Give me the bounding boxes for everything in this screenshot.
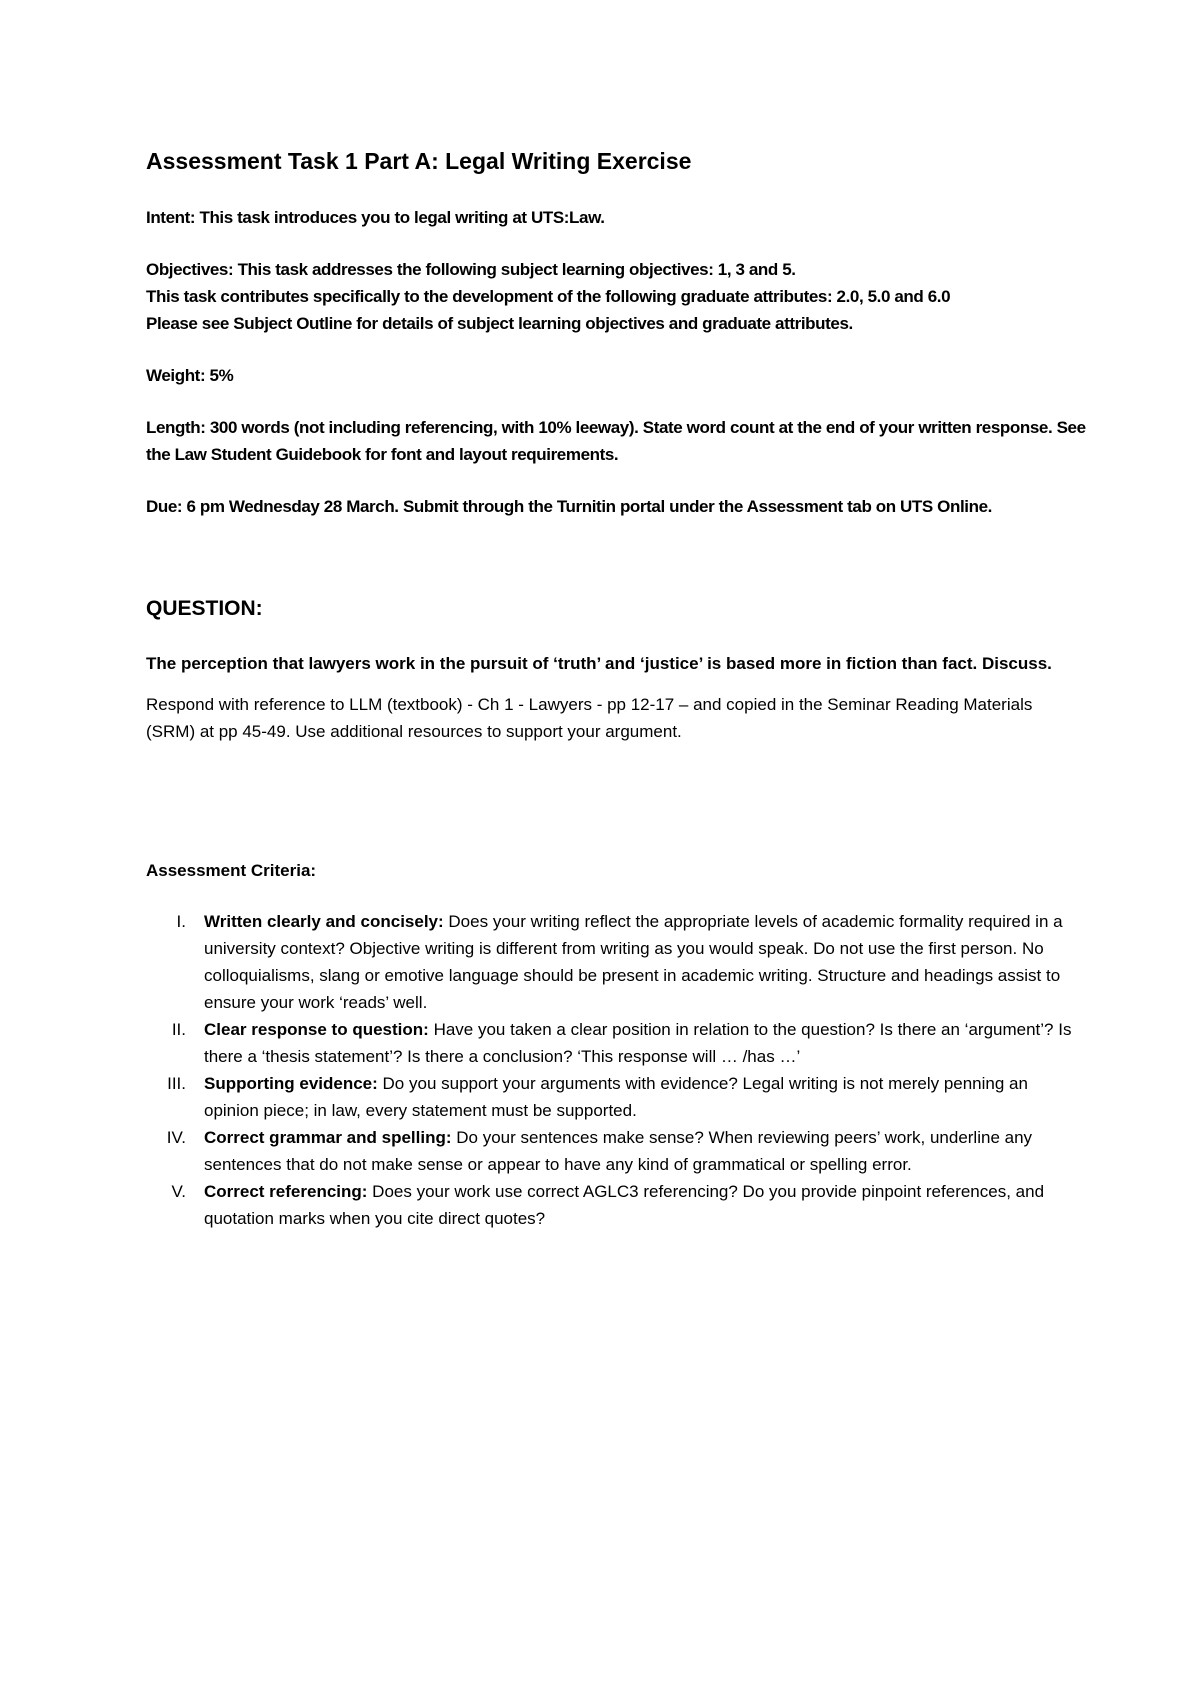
criteria-item [146,1124,1086,1178]
intent-text: This task introduces you to legal writing at UTS:Law. [199,208,605,227]
criteria-text: Does your work use correct AGLC3 referencing? Do you provide pinpoint references, and quotation marks when you cite direct quotes? [204,1182,1045,1228]
question-text: The perception that lawyers work in the pursuit of ‘truth’ and ‘justice’ is based more in fiction than fact. Discuss. [146,654,1052,673]
criteria-item [146,908,1086,1016]
respond-instructions: Respond with reference to LLM (textbook) - Ch 1 - Lawyers - pp 12-17 – and copied in the Seminar Reading Materials (SRM) at pp 45-49. Use additional resources to support your argument. [146,695,1033,741]
weight-label: Weight: [146,366,206,385]
length-label: Length: [146,418,206,437]
due-label: Due: [146,497,183,516]
criteria-item [146,1070,1086,1124]
criteria-number: III. [167,1074,186,1093]
criteria-text: Does your writing reflect the appropriate levels of academic formality required in a university context? Objective writing is different from writing as you would speak. Do not use the first person. No colloquialisms, slang or emotive language should be present in academic writing. Structure and headings assist to ensure your work ‘reads’ well. [204,912,1063,1012]
weight-paragraph [146,362,1086,389]
criteria-number: IV. [166,1128,186,1147]
criteria-text: Do you support your arguments with evidence? Legal writing is not merely penning an opinion piece; in law, every statement must be supported. [204,1074,1028,1120]
criteria-text: Have you taken a clear position in relation to the question? Is there an ‘argument’? Is there a ‘thesis statement’? Is there a conclusion? ‘This response will … /has …’ [204,1020,1072,1066]
intent-paragraph [146,204,1086,231]
length-paragraph [146,414,1086,468]
intent-label: Intent: [146,208,196,227]
length-text: 300 words (not including referencing, with 10% leeway). State word count at the end of your written response. See the Law Student Guidebook for font and layout requirements. [146,418,1086,464]
criteria-item [146,1178,1086,1232]
criteria-label: Correct referencing: [204,1182,368,1201]
criteria-item [146,1016,1086,1070]
objectives-line-2: This task contributes specifically to the development of the following graduate attributes: 2.0, 5.0 and 6.0 [146,287,951,306]
document-content [146,146,1086,1248]
criteria-heading: Assessment Criteria: [146,861,317,880]
criteria-number: V. [171,1182,186,1201]
objectives-line-1 [146,256,1086,283]
due-text: 6 pm Wednesday 28 March. Submit through the Turnitin portal under the Assessment tab on UTS Online. [186,497,992,516]
question-heading: QUESTION: [146,597,263,620]
criteria-label: Correct grammar and spelling: [204,1128,452,1147]
criteria-number: II. [171,1020,186,1039]
criteria-text: Do your sentences make sense? When reviewing peers’ work, underline any sentences that do not make sense or appear to have any kind of grammatical or spelling error. [204,1128,1033,1174]
due-paragraph [146,493,1086,520]
criteria-label: Written clearly and concisely: [204,912,444,931]
document-title: Assessment Task 1 Part A: Legal Writing Exercise [146,148,692,174]
objectives-text: This task addresses the following subject learning objectives: 1, 3 and 5. [237,260,796,279]
criteria-label: Clear response to question: [204,1020,429,1039]
weight-value: 5% [209,366,234,385]
criteria-list [146,908,1086,1232]
objectives-line-3: Please see Subject Outline for details of subject learning objectives and graduate attributes. [146,314,853,333]
criteria-number: I. [176,912,186,931]
objectives-label: Objectives: [146,260,234,279]
criteria-label: Supporting evidence: [204,1074,378,1093]
objectives-block [146,256,1086,337]
